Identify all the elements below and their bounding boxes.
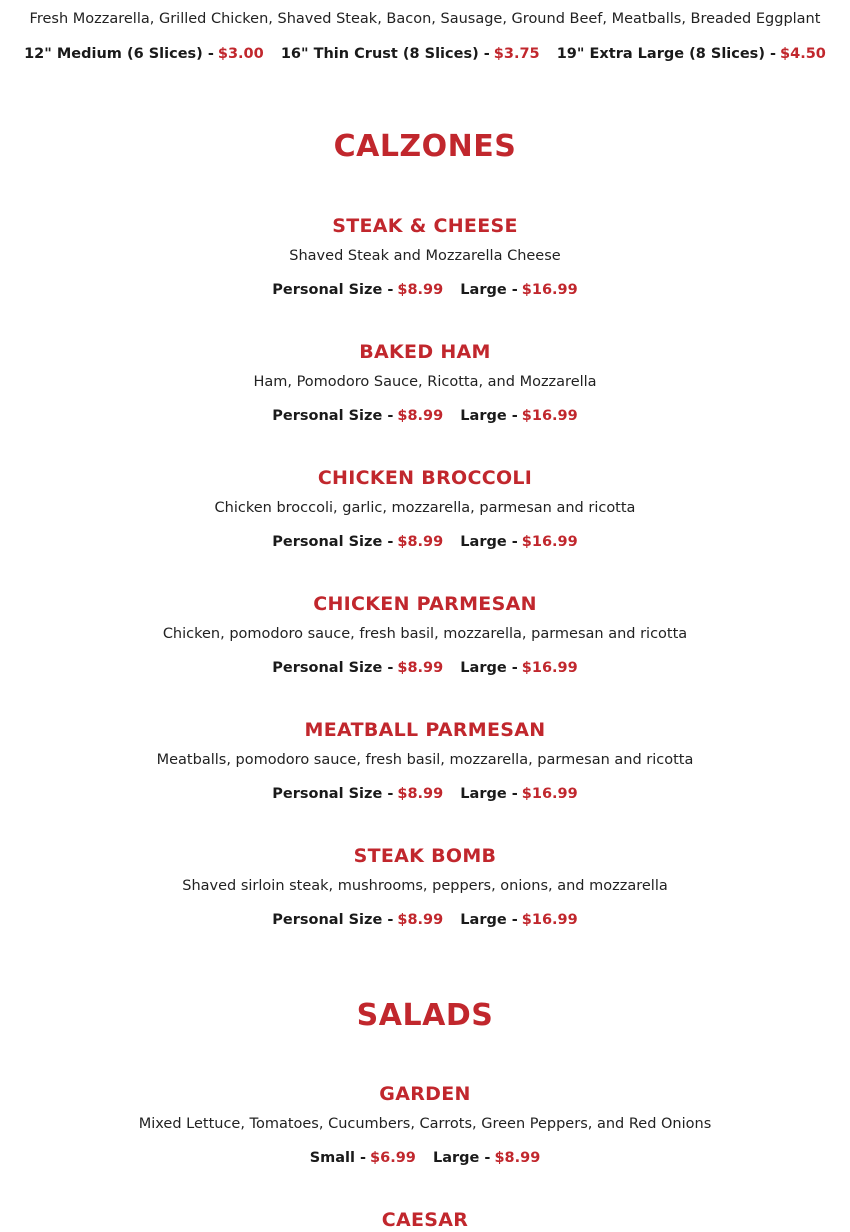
price-value: $8.99 <box>397 408 444 424</box>
toppings-list: Fresh Mozzarella, Grilled Chicken, Shaved Steak, Bacon, Sausage, Ground Beef, Meatballs, Breaded Eggplant <box>29 11 821 27</box>
item-prices <box>0 784 850 804</box>
price-label: Large - <box>460 534 518 550</box>
item-prices <box>0 910 850 930</box>
price-label: 16" Thin Crust (8 Slices) - <box>280 46 490 62</box>
price-personal <box>272 280 443 300</box>
menu-item-steak-bomb <box>0 844 850 930</box>
price-value: $8.99 <box>494 1150 541 1166</box>
price-value: $16.99 <box>521 660 578 676</box>
menu-item-chicken-parmesan <box>0 592 850 678</box>
topping-price-thin-crust <box>281 44 540 64</box>
price-value: $8.99 <box>397 660 444 676</box>
price-small <box>310 1148 416 1168</box>
price-label: Large - <box>460 660 518 676</box>
price-value: $8.99 <box>397 786 444 802</box>
price-large <box>433 1148 540 1168</box>
price-label: Large - <box>432 1150 491 1166</box>
price-personal <box>272 658 443 678</box>
price-value: $16.99 <box>521 282 578 298</box>
price-value: $8.99 <box>397 282 444 298</box>
price-large <box>460 658 577 678</box>
item-name: CHICKEN BROCCOLI <box>317 467 533 489</box>
menu-item-garden <box>0 1082 850 1168</box>
item-name: GARDEN <box>379 1083 471 1105</box>
price-value: $16.99 <box>521 912 578 928</box>
calzones-heading: CALZONES <box>333 129 517 164</box>
item-prices <box>0 658 850 678</box>
item-description: Chicken broccoli, garlic, mozzarella, parmesan and ricotta <box>214 500 636 516</box>
price-value: $8.99 <box>397 912 444 928</box>
price-value: $6.99 <box>370 1150 416 1166</box>
price-value: $4.50 <box>780 46 826 62</box>
item-name: CHICKEN PARMESAN <box>313 593 537 615</box>
topping-price-row <box>0 44 850 64</box>
price-label: 12" Medium (6 Slices) - <box>24 46 214 62</box>
price-label: 19" Extra Large (8 Slices) - <box>556 46 777 62</box>
price-label: Large - <box>460 786 518 802</box>
item-prices <box>0 1148 850 1168</box>
menu-item-baked-ham <box>0 340 850 426</box>
menu-item-chicken-broccoli <box>0 466 850 552</box>
item-description: Mixed Lettuce, Tomatoes, Cucumbers, Carrots, Green Peppers, and Red Onions <box>138 1116 712 1132</box>
price-label: Large - <box>460 408 518 424</box>
price-value: $8.99 <box>397 534 444 550</box>
price-value: $16.99 <box>521 534 578 550</box>
price-large <box>460 532 577 552</box>
item-description: Shaved Steak and Mozzarella Cheese <box>289 248 561 264</box>
price-personal <box>272 784 443 804</box>
item-name: MEATBALL PARMESAN <box>304 719 546 741</box>
price-label: Personal Size - <box>272 534 394 550</box>
item-description: Meatballs, pomodoro sauce, fresh basil, mozzarella, parmesan and ricotta <box>156 752 694 768</box>
price-label: Large - <box>460 282 518 298</box>
price-value: $16.99 <box>521 786 578 802</box>
price-large <box>460 784 577 804</box>
price-label: Personal Size - <box>272 408 394 424</box>
price-personal <box>272 910 443 930</box>
item-prices <box>0 532 850 552</box>
price-value: $3.00 <box>217 46 264 62</box>
menu-item-caesar <box>0 1208 850 1232</box>
price-personal <box>272 406 443 426</box>
price-label: Small - <box>309 1150 367 1166</box>
price-label: Personal Size - <box>272 912 394 928</box>
price-label: Personal Size - <box>272 660 394 676</box>
price-label: Large - <box>460 912 518 928</box>
price-label: Personal Size - <box>272 786 394 802</box>
price-label: Personal Size - <box>272 282 394 298</box>
price-value: $3.75 <box>493 46 540 62</box>
menu-item-steak-cheese <box>0 214 850 300</box>
item-description: Ham, Pomodoro Sauce, Ricotta, and Mozzarella <box>253 374 597 390</box>
item-prices <box>0 406 850 426</box>
salads-heading: SALADS <box>356 998 494 1033</box>
item-description: Shaved sirloin steak, mushrooms, peppers, onions, and mozzarella <box>182 878 668 894</box>
item-name: BAKED HAM <box>359 341 491 363</box>
price-personal <box>272 532 443 552</box>
item-name: STEAK BOMB <box>353 845 497 867</box>
item-name: CAESAR <box>381 1209 469 1231</box>
topping-price-medium <box>24 44 264 64</box>
item-name: STEAK & CHEESE <box>332 215 518 237</box>
price-large <box>460 406 577 426</box>
price-large <box>460 280 577 300</box>
item-prices <box>0 280 850 300</box>
menu-item-meatball-parmesan <box>0 718 850 804</box>
price-value: $16.99 <box>521 408 578 424</box>
price-large <box>460 910 577 930</box>
topping-price-extra-large <box>557 44 826 64</box>
item-description: Chicken, pomodoro sauce, fresh basil, mozzarella, parmesan and ricotta <box>162 626 688 642</box>
